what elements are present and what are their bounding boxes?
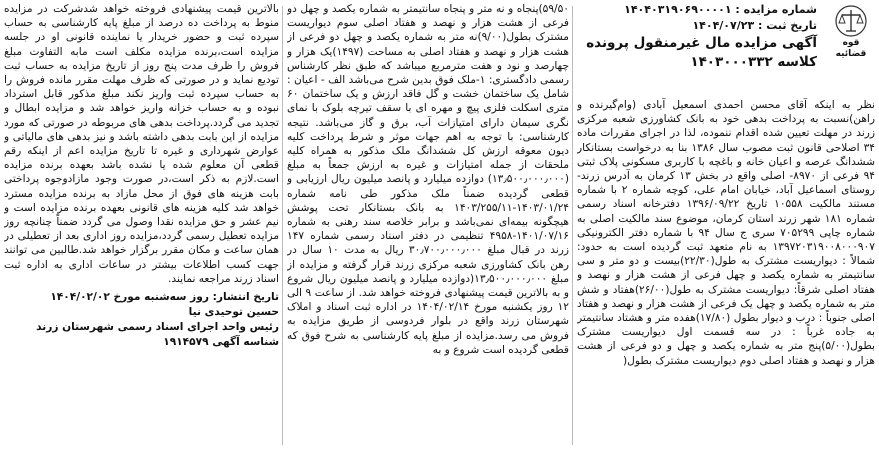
column-divider [572, 6, 573, 445]
notice-header [577, 2, 875, 98]
notice-title-block [577, 2, 817, 72]
auction-notice [4, 2, 875, 449]
column-divider [282, 6, 283, 445]
notice-signature [4, 290, 279, 350]
scales-emblem-icon [834, 4, 868, 38]
notice-column-right [577, 2, 875, 449]
emblem-caption: قوه قضائیه [835, 38, 867, 59]
notice-body-right: نظر به اینکه آقای محسن احمدی اسمعیل آبادی (وام‌گیرنده و راهن)نسبت به پرداخت بدهی خود به بانک کشاورزی شعبه مرکزی زرند در مهلت تعیین شده اقدام ننموده، لذا در اجرای مقررات ماده ۳۴ اصلاحی قانون ثبت مصوب سال ۱۳۸۶ بنا به درخواست بستانکار ششدانگ عرصه و اعیان خانه و باغچه با کاربری مسکونی پلاک ثبتی ۹۴ فرعی از ۸۹۷۰- اصلی واقع در بخش ۱۳ کرمان به آدرس زرند- روستای اسماعیل آباد، خیابان امام علی، کوچه شماره ۲ با شماره مستند مالکیت ۱۰۵۵۸ تاریخ ۱۳۹۶/۰۹/۲۲ دفترخانه اسناد رسمی شماره ۱۸۱ شهر زرند استان کرمان، موضوع سند مالکیت اصلی به شماره چاپی ۷۰۵۲۹۹ سری ج سال ۹۴ با شماره دفتر الکترونیکی ۱۳۹۷۲۰۳۱۹۰۰۸۰۰۰۹۰۷ به نام متعهد ثبت گردیده است به حدود: شمالاً : دیواریست مشترک به طول(۲۲/۳۰)بیست و دو متر و سی سانتیمتر به شماره یکصد و چهل فرعی از هشت هزار و نهصد و هفتاد اصلی شرقاً: دیواریست مشترک به طول(۲۶/۰۰)هفتاد و شش متر به شماره یکصد و چهل یک فرعی از هشت هزار و نهصد و هفتاد اصلی جنوباً : درب و دیوار بطول (۱۷/۸۰)هفده متر و هشتاد سانتیمتر به جاده غرباً : در سه قسمت اول دیواریست مشترک بطول(۵/۰۰)پنج متر به شماره یکصد و چهل و دو فرعی از هشت هزار و نهصد و هفتاد اصلی دوم دیواریست مشترک بطول( [577, 99, 875, 367]
notice-column-left [4, 2, 279, 449]
registration-date: تاریخ ثبت : ۱۴۰۴/۰۷/۲۳ [692, 19, 817, 32]
notice-column-middle [287, 2, 569, 449]
auction-number: شماره مزایده : ۱۴۰۴۰۳۱۹۰۶۹۰۰۰۰۱ [624, 3, 817, 16]
notice-id: شناسه آگهی ۱۹۱۴۵۷۹ [163, 336, 279, 349]
official-title: رئیس واحد اجرای اسناد رسمی شهرستان زرند [36, 321, 279, 334]
official-name: حسین توحیدی نیا [188, 306, 279, 319]
notice-title: آگهی مزایده مال غیرمنقول پرونده [586, 35, 817, 51]
file-class: کلاسه ۱۴۰۳۰۰۰۳۳۲ [690, 54, 817, 70]
notice-body-middle: ۵۹/۵۰)پنجاه و نه متر و پنجاه سانتیمتر به شماره یکصد و چهل دو فرعی از هشت هزار و نهصد و هفتاد اصلی سوم دیواریست مشترک بطول(۹/۰۰)نه متر به شماره یکصد و چهل دو فرعی از هشت هزار و نهصد و هفتاد اصلی به مساحت (۱۴۹۷)یک هزار و چهارصد و نود و هفت مترمربع میباشد که طبق نظر کارشناس رسمی دادگستری: ۱-ملک فوق بدین شرح می‌باشد الف - اعیان : شامل یک ساختمان خشت و گل فاقد ارزش و یک ساختمان ۶۰ متری اسکلت فلزی پیچ و مهره ای با سقف تیرچه بلوک با نمای نگری سیمان دارای امتیازات آب، برق و گاز می‌باشد. نتیجه کارشناسی: با توجه به اهم جهات موثر و شرط پرداخت کلیه دیون معوقه ارزش کل ششدانگ ملک مذکور به همراه کلیه ملحقات از جمله امتیازات و غیره به ارزش جمعاً به مبلغ (۱۳٫۵۰۰٫۰۰۰٫۰۰۰) دوازده میلیارد و پانصد میلیون ریال ارزیابی و قطعی گردیده ضمناً ملک مذکور طی نامه شماره ۱۴۰۳/۰۱/۲۴-۱۴۰۳/۲۵۵/۱۱ به بانک بستانکار تحت پوشش هیچگونه بیمه‌ای نمی‌باشد و برابر خلاصه سند رهنی به شماره ۱۴۰۱/۰۷/۱۶-۴۹۵۸ تنظیمی در دفتر اسناد رسمی شماره ۱۴۷ زرند در قبال مبلغ ۳۰٫۷۰۰٫۰۰۰٫۰۰۰ ریال به مدت ۱۰ سال در رهن بانک کشاورزی شعبه مرکزی زرند قرار گرفته و مزایده از مبلغ ۱۳٫۵۰۰٫۰۰۰٫۰۰۰(دوازده میلیارد و پانصد میلیون ریال شروع و به بالاترین قیمت پیشنهادی فروخته خواهد شد. از ساعت ۹ الی ۱۲ روز یکشنبه مورخ ۱۴۰۴/۰۲/۱۴ در اداره ثبت اسناد و املاک شهرستان زرند واقع در بلوار فردوسی از طریق مزایده به فروش می رسد.مزایده از مبلغ پایه کارشناسی به شرح فوق که قطعی گردیده است شروع و به [287, 3, 569, 356]
publish-date: تاریخ انتشار: روز سه‌شنبه مورخ ۱۴۰۴/۰۲/۰۲ [50, 291, 279, 304]
judiciary-emblem [829, 4, 873, 60]
notice-body-left: بالاترین قیمت پیشنهادی فروخته خواهد شدشرکت در مزایده منوط به پرداخت ده درصد از مبلغ پایه کارشناسی به حساب سپرده ثبت و حضور خریدار یا نماینده قانونی او در جلسه مزایده است،برنده مزایده مکلف است مابه التفاوت مبلغ فروش را ظرف مدت پنج روز از تاریخ مزایده به حساب ثبت تودیع نماید و در صورتی که ظرف مهلت مقرر مانده فروش را به حساب سپرده ثبت واریز نکند مبلغ مذکور قابل استرداد نبوده و به حساب خزانه واریز خواهد شد و مزایده ابطال و تجدید می گردد.پرداخت بدهی های مربوطه در صورتی که مورد مزایده از این بابت بدهی داشته باشد و نیز بدهی های مالیاتی و عوارض شهرداری و غیره تا تاریخ مزایده اعم از اینکه رقم قطعی آن معلوم شده یا نشده باشد بعهده برنده مزایده است.لازم به ذکر است،در صورت وجود مازادوجوه پرداختی بابت هزینه های فوق از محل مازاد به برنده مزایده مسترد خواهد شد کلیه هزینه های قانونی بعهده برنده مزایده است و نیم عشر و حق مزایده نقدا وصول می گردد ضمناً چنانچه روز مزایده تعطیل رسمی گردد،مزایده روز اداری بعد از تعطیلی در همان ساعت و مکان مقرر برگزار خواهد شد.طالبین می توانند جهت کسب اطلاعات بیشتر در ساعات اداری به اداره ثبت اسناد زرند مراجعه نمایند. [4, 3, 279, 285]
